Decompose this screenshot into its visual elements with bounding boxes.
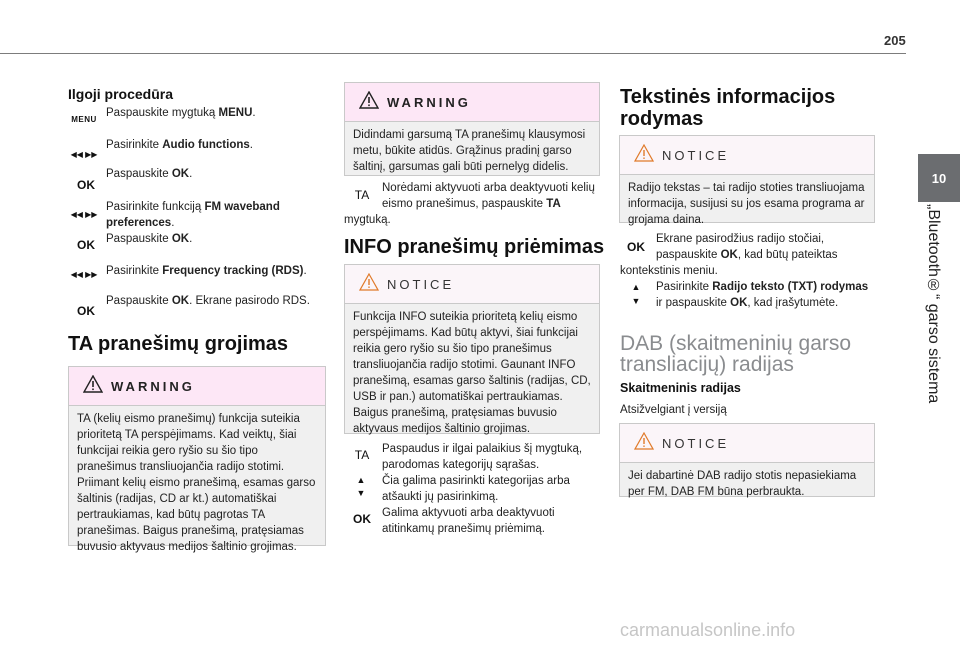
notice-text: Funkcija INFO suteikia prioritetą kelių eismo perspėjimams. Kad būtų aktyvi, šiai funkcijai reikia gero ryšio su šio tipo pranešimus transliuojančia radijo stotimi. Gaunant INFO pranešimą, esamas garso šaltinis (radijas, CD, USB ir pan.) automatiškai pertraukiamas. Baigus pranešimą, pratęsiamas buvusio aktyvaus medijos šaltinio grojimas. — [353, 311, 591, 435]
left-right-arrows-icon: ◀◀ ▶▶ — [70, 270, 98, 279]
step-6: Pasirinkite Frequency tracking (RDS). — [106, 265, 307, 277]
ok-button-icon: OK — [77, 178, 95, 192]
down-arrow-icon: ▼ — [631, 296, 641, 306]
page-number: 205 — [884, 33, 906, 48]
long-press-text: Paspaudus ir ilgai palaikius šį mygtuką, parodomas kategorijų sąrašas. — [382, 443, 583, 471]
up-arrow-icon: ▲ — [631, 282, 641, 292]
left-right-arrows-icon: ◀◀ ▶▶ — [70, 210, 98, 219]
ok-button-icon: OK — [77, 304, 95, 318]
step-1: Paspauskite mygtuką MENU. — [106, 107, 256, 119]
ta-toggle-text: Norėdami aktyvuoti arba deaktyvuoti kelių eismo pranešimus, paspauskite TA — [382, 182, 595, 210]
watermark-text: carmanualsonline.info — [620, 620, 796, 640]
warning-header — [345, 83, 599, 122]
notice-triangle-icon — [634, 144, 654, 162]
ta-section-title: TA pranešimų grojimas — [68, 333, 289, 355]
dab-title-line1: DAB (skaitmeninių garso — [620, 332, 852, 355]
dab-title-line2: transliacijų) radijas — [620, 353, 794, 376]
ok-button-icon: OK — [627, 240, 645, 254]
chapter-title: „Bluetooth®“ garso sistema — [925, 204, 942, 404]
step-4: Pasirinkite funkciją FM waveband preferences. — [106, 201, 280, 229]
text-info-title-line1: Tekstinės informacijos — [620, 86, 836, 108]
ok-button-icon: OK — [77, 238, 95, 252]
warning-title: WARNING — [387, 95, 471, 110]
warning-triangle-icon — [83, 375, 103, 393]
context-menu-text-tail: kontekstinis meniu. — [620, 265, 718, 277]
ta-toggle-text-tail: mygtuką. — [344, 214, 391, 226]
notice-header — [620, 136, 874, 175]
notice-header — [345, 265, 599, 304]
step-7: Paspauskite OK. Ekrane pasirodo RDS. — [106, 295, 310, 307]
warning-text: TA (kelių eismo pranešimų) funkcija suteikia prioritetą TA perspėjimams. Kad veiktų, šiai funkcijai reikia gero ryšio su šio tipo pranešimus transliuojančia radijo stotimi. Priimant kelių eismo pranešimą, esamas garso šaltinis (radijas, CD ar kt.) automatiškai pertraukiamas, kad būtų pagrotas TA pranešimas. Baigus pranešimą, pratęsiamas buvusio aktyvaus medijos šaltinio grojimas. — [77, 413, 316, 553]
notice-triangle-icon — [634, 432, 654, 450]
volume-warning-box — [344, 82, 600, 176]
ok-button-icon: OK — [353, 512, 371, 526]
text-info-title-line2: rodymas — [620, 108, 704, 130]
menu-button-icon: MENU — [71, 115, 97, 124]
warning-title: WARNING — [111, 379, 195, 394]
warning-header — [69, 367, 325, 406]
choose-categories-text: Čia galima pasirinkti kategorijas arba atšaukti jų pasirinkimą. — [382, 475, 570, 503]
down-arrow-icon: ▼ — [356, 488, 366, 498]
left-right-arrows-icon: ◀◀ ▶▶ — [70, 150, 98, 159]
warning-text: Didindami garsumą TA pranešimų klausymosi metu, būkite atidūs. Grąžinus pradinį garso šaltinį, garsumas gali būti pernelyg didelis. — [353, 129, 586, 173]
version-note: Atsižvelgiant į versiją — [620, 404, 727, 416]
info-notice-box — [344, 264, 600, 434]
ta-button-icon: TA — [354, 188, 370, 202]
notice-text: Jei dabartinė DAB radijo stotis nepasiekiama per FM, DAB FM būna perbraukta. — [628, 470, 857, 498]
activate-text: Galima aktyvuoti arba deaktyvuoti atitinkamų pranešimų priėmimą. — [382, 507, 555, 535]
info-section-title: INFO pranešimų priėmimas — [344, 236, 605, 258]
ta-warning-box — [68, 366, 326, 553]
top-rule — [0, 53, 906, 54]
up-arrow-icon: ▲ — [356, 475, 366, 485]
notice-title: NOTICE — [662, 436, 730, 451]
notice-title: NOTICE — [662, 148, 730, 163]
warning-triangle-icon — [359, 91, 379, 109]
notice-header — [620, 424, 874, 463]
dab-notice-box — [619, 423, 875, 497]
notice-text: Radijo tekstas – tai radijo stoties transliuojama informacija, susijusi su jos esama programa ar grojama daina. — [628, 182, 865, 226]
notice-triangle-icon — [359, 273, 379, 291]
digital-radio-heading: Skaitmeninis radijas — [620, 381, 741, 395]
select-radio-text: Pasirinkite Radijo teksto (TXT) rodymas ir paspauskite OK, kad įrašytumėte. — [656, 281, 869, 309]
chapter-tab[interactable]: 10 — [918, 154, 960, 202]
context-menu-text: Ekrane pasirodžius radijo stočiai, paspauskite OK, kad būtų pateiktas — [656, 233, 838, 261]
step-5: Paspauskite OK. — [106, 233, 193, 245]
notice-title: NOTICE — [387, 277, 455, 292]
long-procedure-heading: Ilgoji procedūra — [68, 86, 174, 102]
radio-text-notice-box — [619, 135, 875, 226]
ta-button-icon: TA — [354, 448, 370, 462]
step-3: Paspauskite OK. — [106, 168, 193, 180]
step-2: Pasirinkite Audio functions. — [106, 139, 253, 151]
